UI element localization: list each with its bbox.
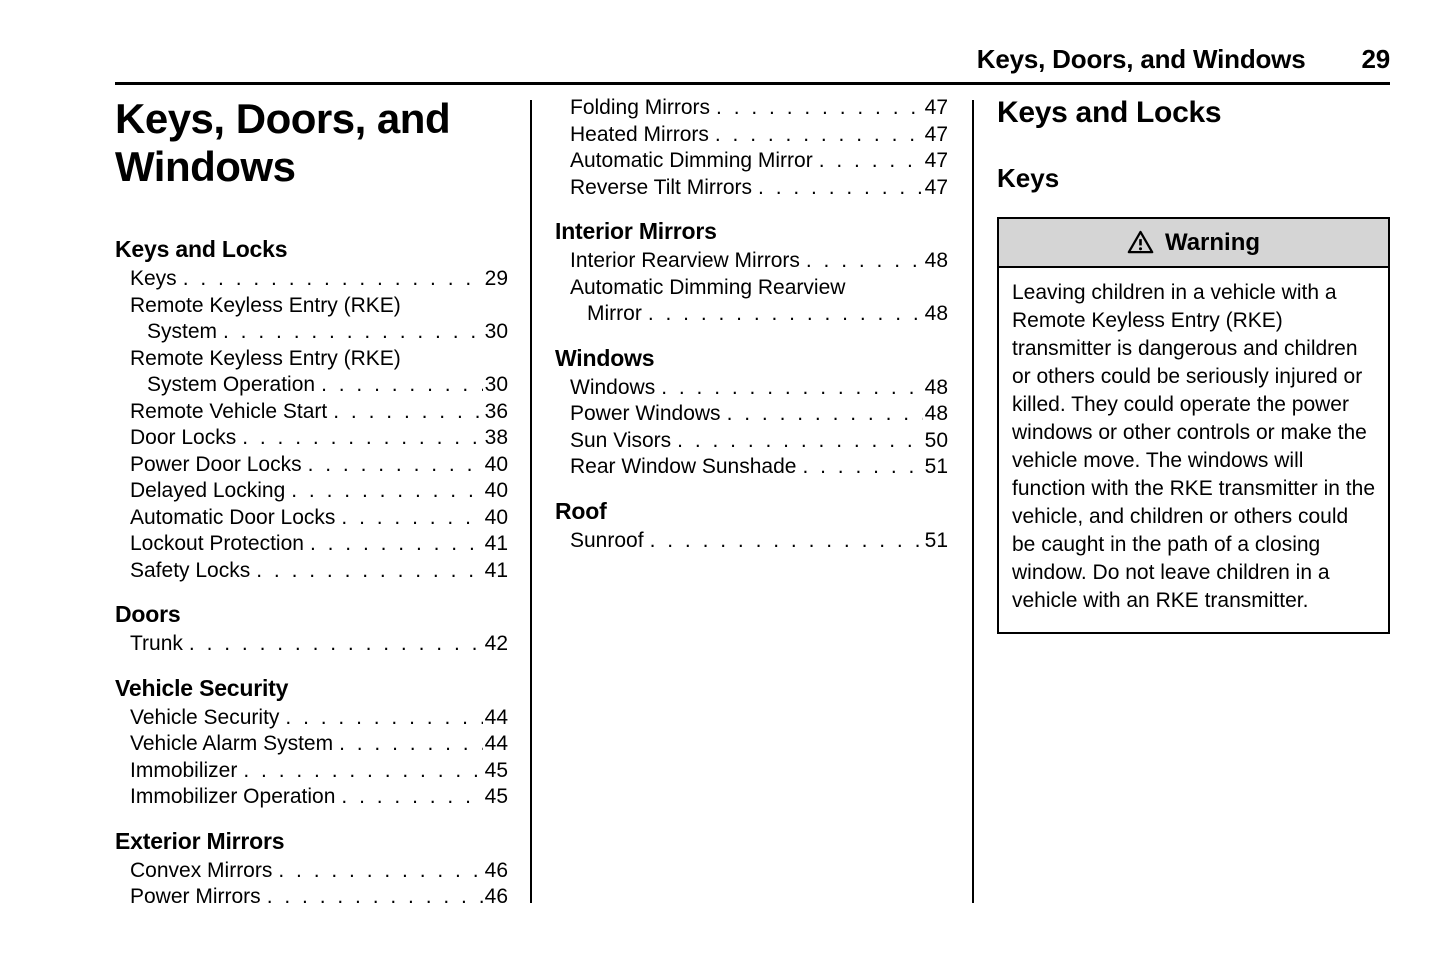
toc-entry (555, 528, 948, 555)
toc-entry-label: Rear Window Sunshade (570, 455, 797, 478)
toc-page-number: 38 (484, 426, 508, 449)
toc-page-number: 47 (924, 175, 948, 199)
toc-entry (555, 401, 948, 428)
toc-sections-column-1 (115, 235, 508, 911)
toc-entry-label: Safety Locks (130, 558, 251, 582)
toc-leader-dots (806, 248, 923, 275)
toc-entry-line (570, 95, 948, 122)
toc-leader-dots (310, 531, 483, 558)
toc-entry-label: Vehicle Security (130, 705, 280, 729)
toc-page-number: 44 (484, 732, 508, 755)
warning-header (999, 219, 1388, 268)
warning-box (997, 217, 1390, 634)
toc-section-heading: Keys and Locks (115, 236, 288, 262)
toc-page-number: 40 (484, 452, 508, 476)
toc-entry-label: Sunroof (570, 528, 644, 552)
toc-entry-label: Folding Mirrors (570, 96, 711, 119)
toc-leader-dots (802, 454, 922, 481)
toc-entry (115, 558, 508, 585)
toc-section-heading: Windows (555, 344, 655, 371)
toc-entry (555, 95, 948, 122)
toc-leader-dots (677, 428, 922, 455)
toc-page-number: 41 (484, 532, 508, 555)
toc-column-1 (115, 95, 508, 911)
toc-section-heading: Interior Mirrors (555, 218, 717, 244)
toc-leader-dots (819, 148, 923, 175)
toc-entry (555, 122, 948, 149)
toc-entry (115, 452, 508, 479)
chapter-title (115, 95, 508, 191)
toc-leader-dots (333, 399, 482, 426)
toc-entry-label: Heated Mirrors (570, 122, 709, 146)
toc-leader-dots (183, 266, 483, 293)
toc-entry (555, 148, 948, 175)
running-header-title: Keys, Doors, and Windows (976, 44, 1306, 74)
toc-page-number: 51 (924, 455, 948, 478)
toc-leader-dots (716, 95, 923, 122)
toc-entry-line (570, 375, 948, 402)
toc-leader-dots (243, 758, 482, 785)
toc-page-number: 36 (484, 399, 508, 423)
toc-leader-dots (285, 705, 482, 732)
toc-page-number: 48 (924, 302, 948, 325)
toc-entry-label: Keys (130, 267, 177, 290)
toc-entry (115, 293, 508, 346)
toc-entry-label: Door Locks (130, 426, 237, 449)
toc-entry (115, 266, 508, 293)
toc-entry-line (130, 631, 508, 658)
content-chapter-heading: Keys and Locks (997, 96, 1222, 129)
toc-entry (115, 425, 508, 452)
toc-leader-dots (661, 375, 922, 402)
toc-entry (555, 248, 948, 275)
toc-entry-line (130, 884, 508, 911)
toc-page-number: 50 (924, 428, 948, 452)
warning-triangle-icon (1127, 229, 1154, 256)
toc-page-number: 47 (924, 149, 948, 172)
toc-entry-line (570, 122, 948, 149)
toc-entry (115, 631, 508, 658)
toc-leader-dots (291, 478, 482, 505)
toc-section-heading: Vehicle Security (115, 674, 289, 701)
toc-entry-label: Remote Vehicle Start (130, 399, 328, 423)
toc-page-number: 48 (924, 375, 948, 399)
toc-leader-dots (727, 401, 923, 428)
toc-page-number: 48 (924, 249, 948, 272)
toc-entry (555, 428, 948, 455)
toc-entry-label: Automatic Door Locks (130, 505, 336, 529)
toc-entry (115, 731, 508, 758)
toc-entry-line (130, 558, 508, 585)
toc-entry-line (130, 452, 508, 479)
toc-leader-dots (267, 884, 483, 911)
toc-entry-line (130, 858, 508, 885)
toc-page-number: 40 (484, 505, 508, 529)
toc-entry-label: Remote Keyless Entry (RKE) (130, 346, 401, 370)
toc-entry-line (570, 175, 948, 202)
toc-page-number: 51 (924, 528, 948, 552)
toc-entry-label: Convex Mirrors (130, 858, 273, 882)
toc-entry-line (130, 425, 508, 452)
toc-entry-line (130, 372, 508, 399)
toc-entry-line (130, 505, 508, 532)
toc-entry-label: Power Mirrors (130, 885, 261, 908)
toc-entry-label: Reverse Tilt Mirrors (570, 175, 753, 199)
toc-page-number: 44 (484, 705, 508, 729)
toc-entry-label: Remote Keyless Entry (RKE) (130, 293, 401, 317)
toc-page-number: 29 (484, 267, 508, 290)
toc-entry-label: Trunk (130, 632, 183, 655)
toc-entry (115, 784, 508, 811)
chapter-title-line-2: Windows (115, 143, 296, 190)
toc-entry-line (130, 784, 508, 811)
toc-entry-line (570, 275, 948, 302)
toc-section-heading: Roof (555, 497, 607, 524)
toc-entry-line (130, 293, 508, 320)
toc-entry (555, 375, 948, 402)
toc-entry-label: Lockout Protection (130, 532, 304, 555)
toc-entry-line (130, 531, 508, 558)
toc-entry-line (570, 454, 948, 481)
toc-section-heading: Doors (115, 601, 181, 627)
toc-column-2 (555, 95, 948, 911)
warning-body-text: Leaving children in a vehicle with a Remote Keyless Entry (RKE) transmitter is dangerous and children or others could be seriously injured or killed. They could operate the power windows or other controls or make the vehicle move. The windows will function with the RKE transmitter in the vehicle, and children or others could be caught in the path of a closing window. Do not leave children in a vehicle with an RKE transmitter. (1012, 281, 1375, 612)
toc-entry-label: Automatic Dimming Mirror (570, 149, 813, 172)
toc-leader-dots (278, 858, 482, 885)
toc-entry-line (130, 478, 508, 505)
toc-leader-dots (650, 528, 923, 555)
toc-entry-label: System (147, 320, 218, 343)
toc-leader-dots (341, 505, 482, 532)
toc-page-number: 48 (924, 402, 948, 425)
toc-page-number: 41 (484, 558, 508, 582)
toc-leader-dots (223, 319, 483, 346)
content-section-heading: Keys (997, 163, 1060, 193)
toc-entry-line (570, 428, 948, 455)
toc-entry-label: Mirror (587, 302, 642, 325)
toc-page-number: 40 (484, 479, 508, 502)
toc-leader-dots (648, 301, 923, 328)
toc-leader-dots (308, 452, 483, 479)
toc-entry-line (570, 528, 948, 555)
toc-entry-line (570, 248, 948, 275)
toc-entry (555, 175, 948, 202)
page-number: 29 (1361, 44, 1390, 74)
toc-page-number: 46 (484, 885, 508, 908)
toc-entry-line (570, 148, 948, 175)
toc-entry (555, 275, 948, 328)
toc-entry-label: Immobilizer (130, 758, 238, 782)
toc-leader-dots (758, 175, 923, 202)
toc-page-number: 47 (924, 122, 948, 146)
toc-page-number: 45 (484, 758, 508, 782)
toc-entry-label: System Operation (147, 373, 316, 396)
warning-title: Warning (1164, 228, 1261, 256)
toc-entry-line (130, 758, 508, 785)
chapter-title-line-1: Keys, Doors, and (115, 95, 451, 142)
toc-entry-line (130, 399, 508, 426)
toc-entry (115, 705, 508, 732)
toc-entry-line (130, 266, 508, 293)
toc-entry-label: Power Windows (570, 402, 721, 425)
page-body (115, 95, 1390, 911)
toc-entry (115, 478, 508, 505)
toc-entry-label: Sun Visors (570, 428, 672, 452)
toc-entry (555, 454, 948, 481)
toc-entry-label: Power Door Locks (130, 452, 302, 476)
toc-entry-line (130, 319, 508, 346)
toc-entry-label: Interior Rearview Mirrors (570, 249, 800, 272)
toc-page-number: 47 (924, 96, 948, 119)
toc-entry-line (130, 705, 508, 732)
toc-entry-line (570, 401, 948, 428)
toc-entry (115, 858, 508, 885)
toc-sections-column-2 (555, 95, 948, 554)
toc-leader-dots (242, 425, 482, 452)
toc-leader-dots (321, 372, 483, 399)
toc-entry-label: Vehicle Alarm System (130, 732, 334, 755)
toc-entry-label: Delayed Locking (130, 479, 286, 502)
toc-page-number: 42 (484, 632, 508, 655)
toc-leader-dots (715, 122, 923, 149)
toc-leader-dots (339, 731, 483, 758)
toc-entry-line (570, 301, 948, 328)
toc-entry-line (130, 346, 508, 373)
toc-entry-label: Windows (570, 375, 656, 399)
page-header (115, 0, 1390, 85)
toc-section-heading: Exterior Mirrors (115, 827, 285, 854)
toc-leader-dots (189, 631, 483, 658)
toc-page-number: 45 (484, 785, 508, 808)
toc-entry (115, 399, 508, 426)
toc-entry-label: Automatic Dimming Rearview (570, 275, 846, 299)
toc-entry-label: Immobilizer Operation (130, 785, 336, 808)
toc-leader-dots (256, 558, 482, 585)
content-column (997, 95, 1390, 911)
toc-entry (115, 758, 508, 785)
toc-page-number: 46 (484, 858, 508, 882)
toc-page-number: 30 (484, 373, 508, 396)
toc-entry (115, 884, 508, 911)
toc-entry (115, 531, 508, 558)
toc-entry-line (130, 731, 508, 758)
toc-entry (115, 346, 508, 399)
toc-page-number: 30 (484, 320, 508, 343)
toc-entry (115, 505, 508, 532)
toc-leader-dots (341, 784, 482, 811)
